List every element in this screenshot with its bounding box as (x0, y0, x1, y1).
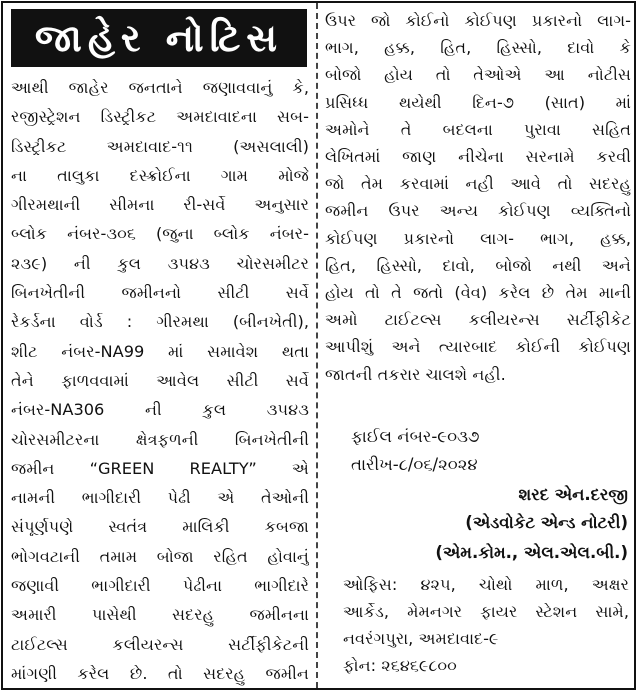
body-line: હોય તો તે જતો (વેવ) કરેલ છે તેમ માની (325, 283, 631, 303)
body-line: જમીન “GREEN REALTY” એ (11, 458, 309, 478)
body-line: ૨૩૯) ની કુલ ૩૫૪૩ ચોરસમીટર (11, 253, 309, 273)
phone-number: ફોન: ૨૬૪૬૯૮૦૦ (343, 656, 457, 675)
body-line: ડિસ્ટ્રીકટ અમદાવાદ-૧૧ (અસલાલી) (11, 136, 309, 156)
body-line: ભોગવટાની તમામ બોજા રહિત હોવાનું (11, 546, 309, 566)
body-line: ના તાલુકા દસ્ક્રોઈના ગામ મોજે (11, 165, 309, 185)
body-line: રજીસ્ટ્રેશન ડિસ્ટ્રીકટ અમદાવાદના સબ- (11, 107, 309, 127)
body-line: અમોને તે બદલના પુરાવા સહિત (325, 119, 631, 139)
body-line: ઉપર જો કોઈનો કોઈપણ પ્રકારનો લાગ- (325, 11, 631, 30)
body-line: આથી જાહેર જનતાને જણાવવાનું કે, (11, 78, 309, 97)
body-line: બ્લોક નંબર-૩૦૬ (જુના બ્લોક નંબર- (11, 224, 309, 244)
body-line: ભાગ, હક્ક, હિત, હિસ્સો, દાવો કે (325, 38, 631, 58)
notice-date: તારીખ-૮/૦૬/૨૦૨૪ (351, 455, 478, 474)
body-line: નામની ભાગીદારી પેઢી એ તેઓની (11, 488, 309, 508)
body-line: નંબર-NA306 ની કુલ ૩૫૪૩ (11, 400, 309, 420)
body-line: સંપૂર્ણપણે સ્વતંત્ર માલિકી કબજા (11, 517, 309, 537)
office-address (343, 571, 629, 679)
body-line: લેખિતમાં જાણ નીચેના સરનામે કરવી (325, 147, 631, 167)
notice-left-column (3, 3, 314, 688)
notice-title: જાહેર નોટિસ (11, 9, 307, 67)
body-line: હિત, હિસ્સો, દાવો, બોજો નથી અને (325, 255, 631, 275)
body-line: રેકર્ડના વોર્ડ : ગીરમથા (બીનખેતી), (11, 312, 309, 332)
body-line: તેને ફાળવવામાં આવેલ સીટી સર્વે (11, 370, 309, 390)
address-line: ઓફિસ: ૪૨૫, ચોથો માળ, અક્ષર (343, 575, 629, 594)
notice-body-left (11, 73, 309, 688)
body-line: જણાવી ભાગીદારી પેઢીના ભાગીદારે (11, 576, 309, 596)
file-number: ફાઈલ નંબર-૯૦૩૭ (351, 427, 480, 446)
signatory-name: શરદ એન.દરજી (518, 485, 628, 504)
body-line: અમો ટાઈટલ્સ કલીયરન્સ સર્ટીફીકેટ (325, 310, 631, 330)
notice-body-right (325, 7, 631, 388)
body-line: માંગણી કરેલ છે. તો સદરહુ જમીન (11, 663, 309, 683)
body-line: ગીરમથાની સીમના રી-સર્વે અનુસાર (11, 195, 309, 215)
address-line: નવરંગપુરા, અમદાવાદ-૯ (343, 629, 499, 648)
address-line: આર્કેડ, મેમનગર ફાયર સ્ટેશન સામે, (343, 602, 629, 621)
body-line: બિનખેતીની જમીનનો સીટી સર્વે (11, 283, 309, 303)
public-notice (1, 1, 636, 690)
body-line: જાતની તકરાર ચાલશે નહી. (325, 364, 506, 384)
signatory-title: (એડવોકેટ એન્ડ નોટરી) (465, 513, 628, 532)
body-line: ચોરસમીટરના ક્ષેત્રફળની બિનખેતીની (11, 429, 309, 449)
notice-right-column (321, 3, 634, 688)
body-line: જમીન ઉપર અન્ય કોઈપણ વ્યક્તિનો (325, 201, 631, 221)
signatory-qualification: (એમ.કોમ., એલ.એલ.બી.) (435, 543, 628, 562)
body-line: કોઈપણ પ્રકારનો લાગ- ભાગ, હક્ક, (325, 228, 631, 248)
body-line: આપીશું અને ત્યારબાદ કોઈની કોઈપણ (325, 337, 631, 357)
body-line: શીટ નંબર-NA99 માં સમાવેશ થતા (11, 341, 309, 361)
column-divider (316, 3, 318, 688)
body-line: ટાઈટલ્સ કલીયરન્સ સર્ટીફીકેટની (11, 634, 309, 654)
body-line: પ્રસિધ્ધ થયેથી દિન-૭ (સાત) માં (325, 92, 631, 112)
body-line: અમારી પાસેથી સદરહુ જમીનના (11, 605, 309, 625)
body-line: બોજો હોય તો તેઓએ આ નોટીસ (325, 65, 631, 85)
body-line: જો તેમ કરવામાં નહી આવે તો સદરહુ (325, 174, 631, 194)
